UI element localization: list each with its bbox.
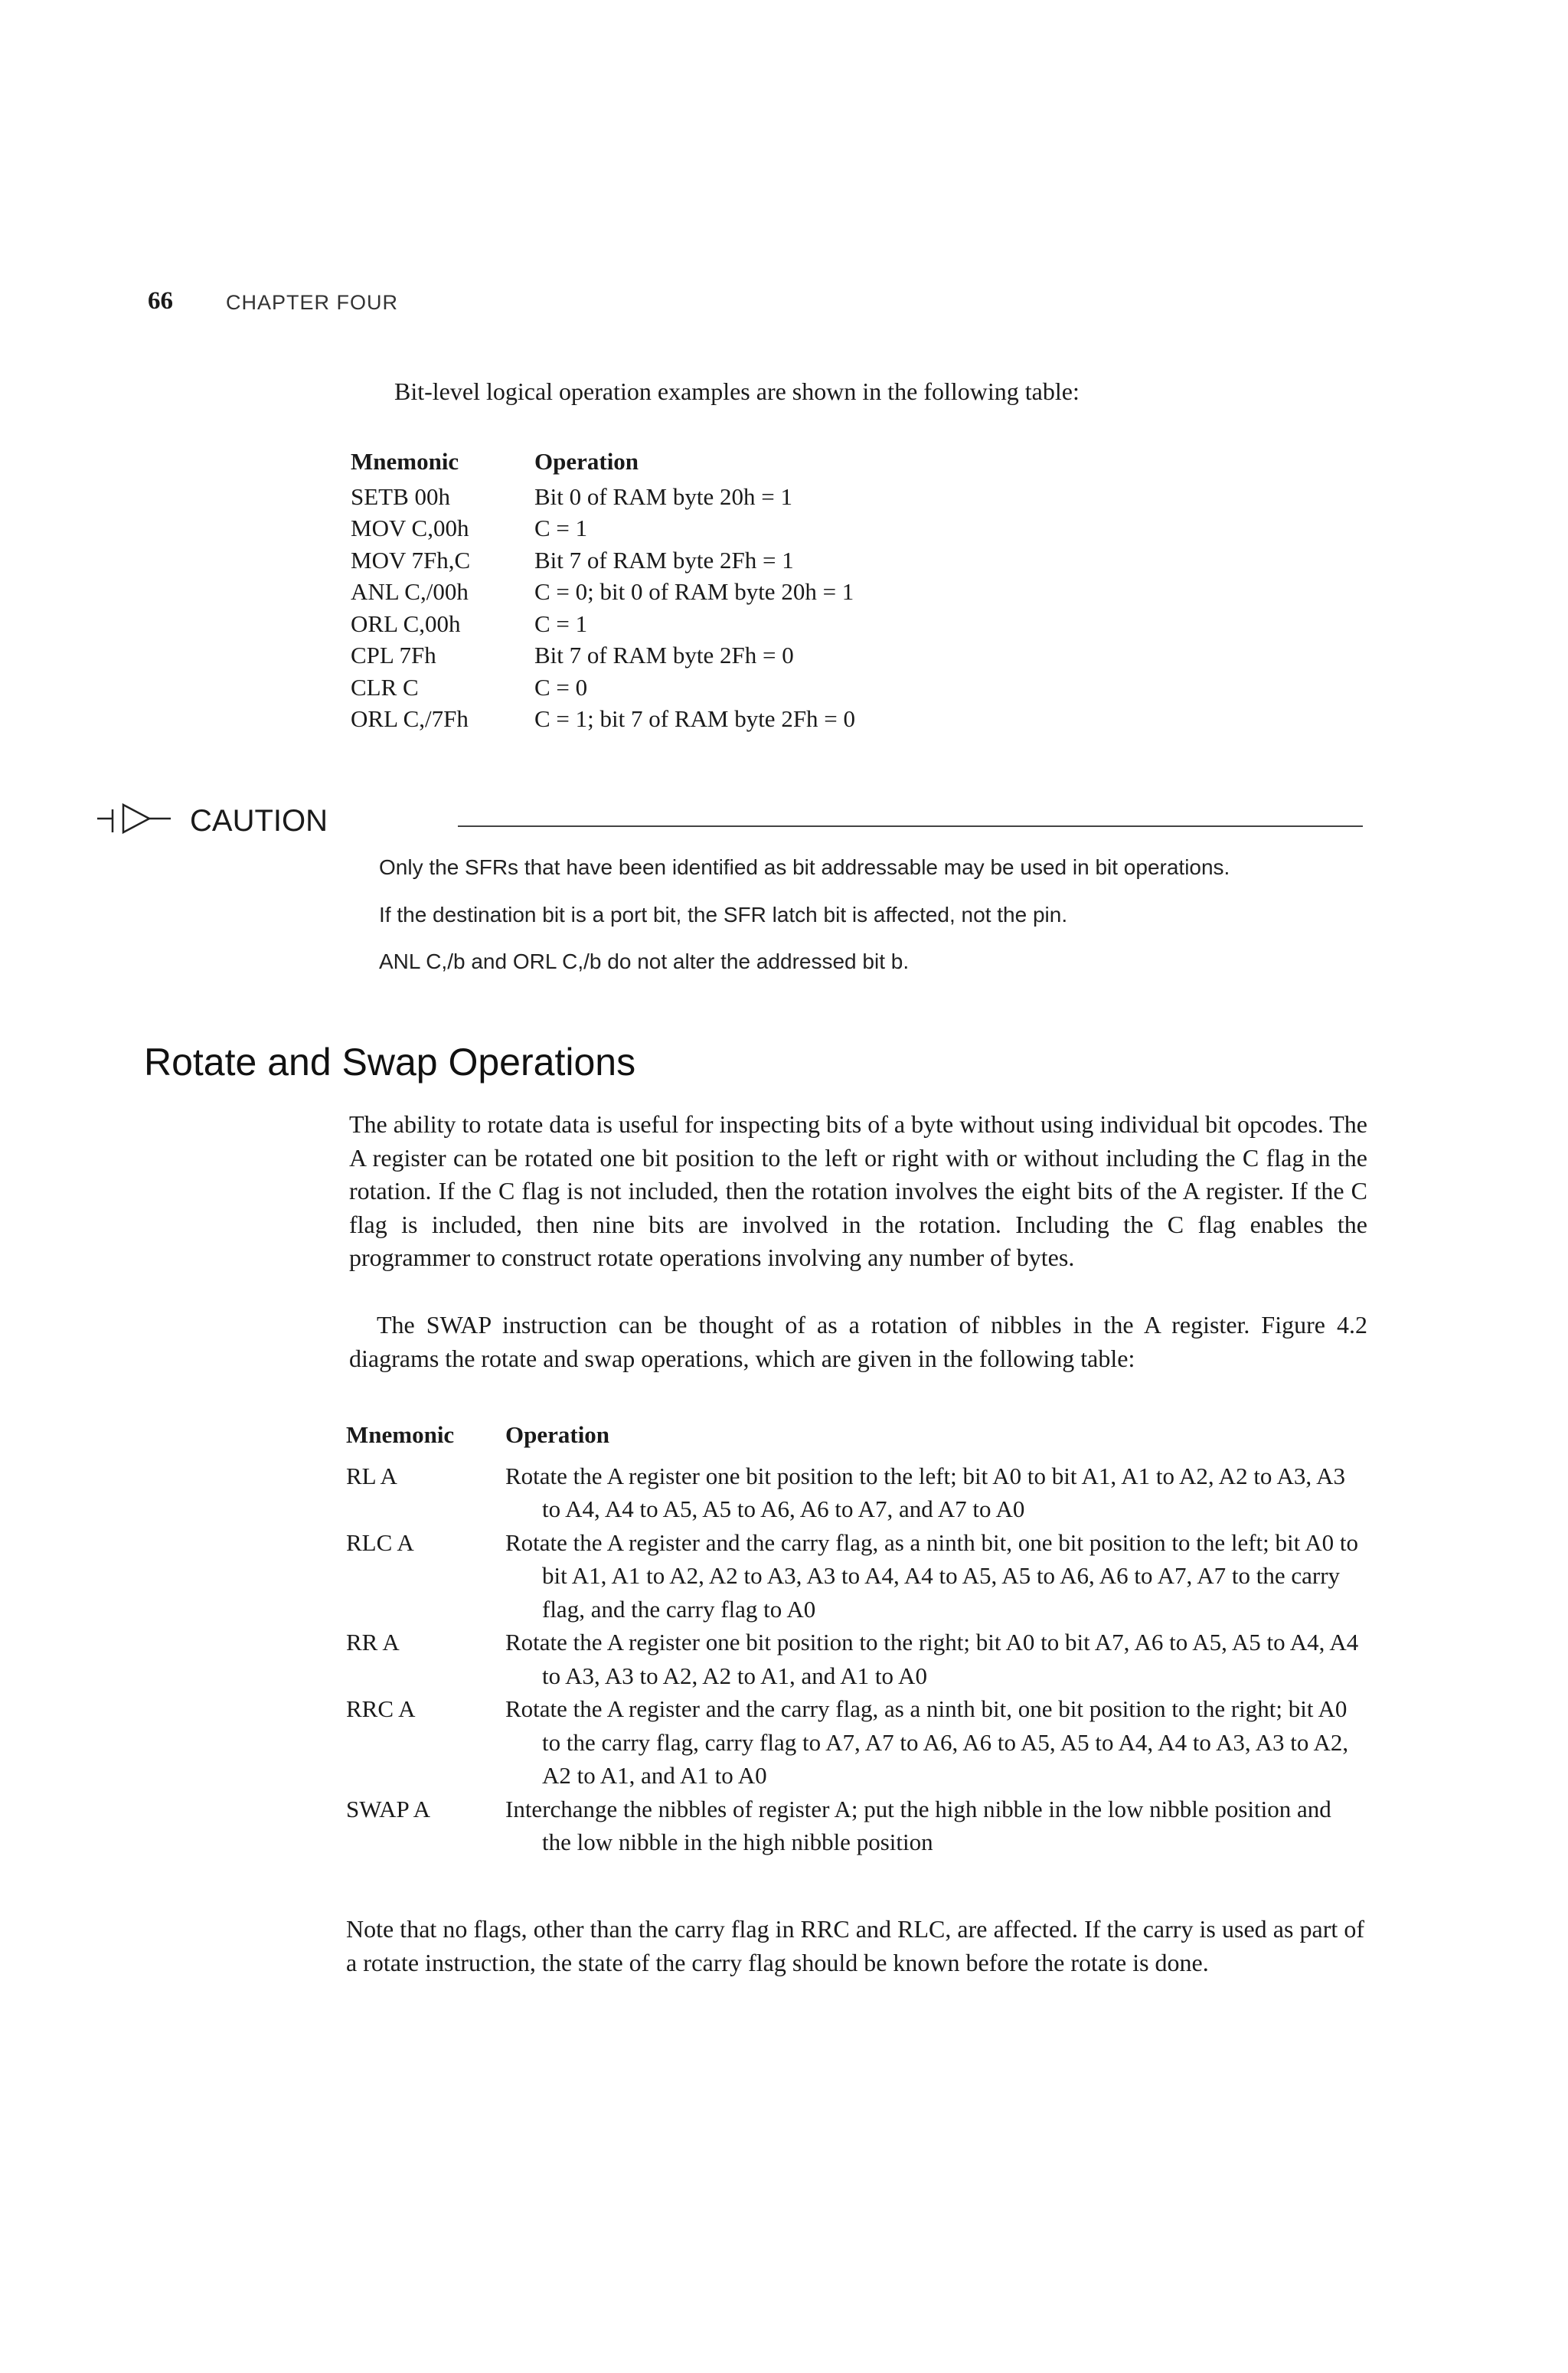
operation-cell: Rotate the A register and the carry flag, as a ninth bit, one bit position to the right; bit A0 to the carry flag, carry flag to A7, A7 to A6, A6 to A5, A5 to A4, A4 to A3, A3 to A2, A2 to A1, and A1 to A0	[505, 1695, 1349, 1789]
table-row	[351, 512, 855, 544]
table-header-row	[351, 446, 855, 478]
table-row	[351, 672, 855, 704]
operation-cell: C = 1; bit 7 of RAM byte 2Fh = 0	[534, 705, 856, 732]
mnemonic-cell: ANL C,/00h	[351, 578, 469, 605]
operation-cell: C = 1	[534, 515, 588, 541]
operation-cell: C = 1	[534, 610, 588, 637]
mnemonic-cell: ORL C,/7Fh	[351, 705, 469, 732]
operation-cell: Rotate the A register one bit position to the left; bit A0 to bit A1, A1 to A2, A2 to A3, A3 to A4, A4 to A5, A5 to A6, A6 to A7, and A7 to A0	[505, 1462, 1346, 1522]
operation-cell: C = 0	[534, 673, 588, 701]
mnemonic-cell: RLC A	[346, 1528, 414, 1556]
note-paragraph: Note that no flags, other than the carry flag in RRC and RLC, are affected. If the carry is used as part of a rotate instruction, the state of the carry flag should be known before the rotate is done.	[346, 1915, 1364, 1976]
column-header-mnemonic: Mnemonic	[346, 1421, 455, 1448]
operation-cell: Bit 7 of RAM byte 2Fh = 1	[534, 546, 794, 574]
table-row	[351, 608, 855, 640]
intro-paragraph: Bit-level logical operation examples are shown in the following table:	[394, 378, 1080, 405]
rotate-operations-table	[346, 1418, 1364, 1859]
mnemonic-cell: CLR C	[351, 673, 419, 701]
operation-cell: Bit 0 of RAM byte 20h = 1	[534, 482, 792, 510]
column-header-operation: Operation	[534, 448, 639, 475]
running-head: CHAPTER FOUR	[226, 291, 399, 314]
section-heading: Rotate and Swap Operations	[144, 1041, 636, 1084]
caution-line: Only the SFRs that have been identified as bit addressable may be used in bit operations.	[379, 855, 1230, 879]
table-row	[346, 1692, 1364, 1793]
column-header-mnemonic: Mnemonic	[351, 448, 459, 475]
operation-cell: Bit 7 of RAM byte 2Fh = 0	[534, 642, 794, 668]
table-row	[351, 544, 855, 577]
column-header-operation: Operation	[505, 1421, 610, 1448]
table-row	[346, 1526, 1364, 1626]
mnemonic-cell: SWAP A	[346, 1795, 430, 1822]
body-paragraph: The SWAP instruction can be thought of as a rotation of nibbles in the A register. Figure 4.2 diagrams the rotate and swap operations, which are given in the following table:	[349, 1311, 1367, 1372]
mnemonic-cell: MOV C,00h	[351, 515, 469, 541]
caution-arrow-icon	[96, 799, 172, 837]
mnemonic-cell: RL A	[346, 1462, 397, 1489]
table-row	[351, 639, 855, 672]
mnemonic-cell: ORL C,00h	[351, 610, 461, 637]
caution-line: ANL C,/b and ORL C,/b do not alter the addressed bit b.	[379, 950, 910, 973]
table-row	[351, 703, 855, 735]
caution-line: If the destination bit is a port bit, the SFR latch bit is affected, not the pin.	[379, 903, 1068, 927]
table-header-row	[346, 1418, 1364, 1452]
table-row	[351, 481, 855, 513]
table-row	[346, 1459, 1364, 1526]
operation-cell: C = 0; bit 0 of RAM byte 20h = 1	[534, 578, 854, 605]
mnemonic-cell: RRC A	[346, 1695, 416, 1722]
body-paragraph: The ability to rotate data is useful for inspecting bits of a byte without using individual bit opcodes. The A register can be rotated one bit position to the left or right with or without including the C flag in the rotation. If the C flag is not included, then the rotation involves the eight bits of the A register. If the C flag is included, then nine bits are involved in the rotation. Including the C flag enables the programmer to construct rotate operations involving any number of bytes.	[349, 1110, 1367, 1271]
bit-operations-table	[351, 446, 855, 735]
operation-cell: Rotate the A register one bit position to the right; bit A0 to bit A7, A6 to A5, A5 to A4, A4 to A3, A3 to A2, A2 to A1, and A1 to A0	[505, 1629, 1359, 1689]
operation-cell: Rotate the A register and the carry flag, as a ninth bit, one bit position to the left; bit A0 to bit A1, A1 to A2, A2 to A3, A3 to A4, A4 to A5, A5 to A6, A6 to A7, A7 to the carry flag, and the carry flag to A0	[505, 1528, 1359, 1623]
mnemonic-cell: RR A	[346, 1629, 400, 1656]
page-number: 66	[148, 287, 173, 315]
table-row	[346, 1793, 1364, 1859]
mnemonic-cell: CPL 7Fh	[351, 642, 436, 668]
caution-title: CAUTION	[190, 804, 328, 838]
operation-cell: Interchange the nibbles of register A; put the high nibble in the low nibble position and the low nibble in the high nibble position	[505, 1795, 1331, 1855]
mnemonic-cell: MOV 7Fh,C	[351, 546, 471, 574]
table-row	[346, 1626, 1364, 1692]
mnemonic-cell: SETB 00h	[351, 482, 451, 510]
table-row	[351, 576, 855, 608]
caution-divider	[458, 825, 1363, 827]
